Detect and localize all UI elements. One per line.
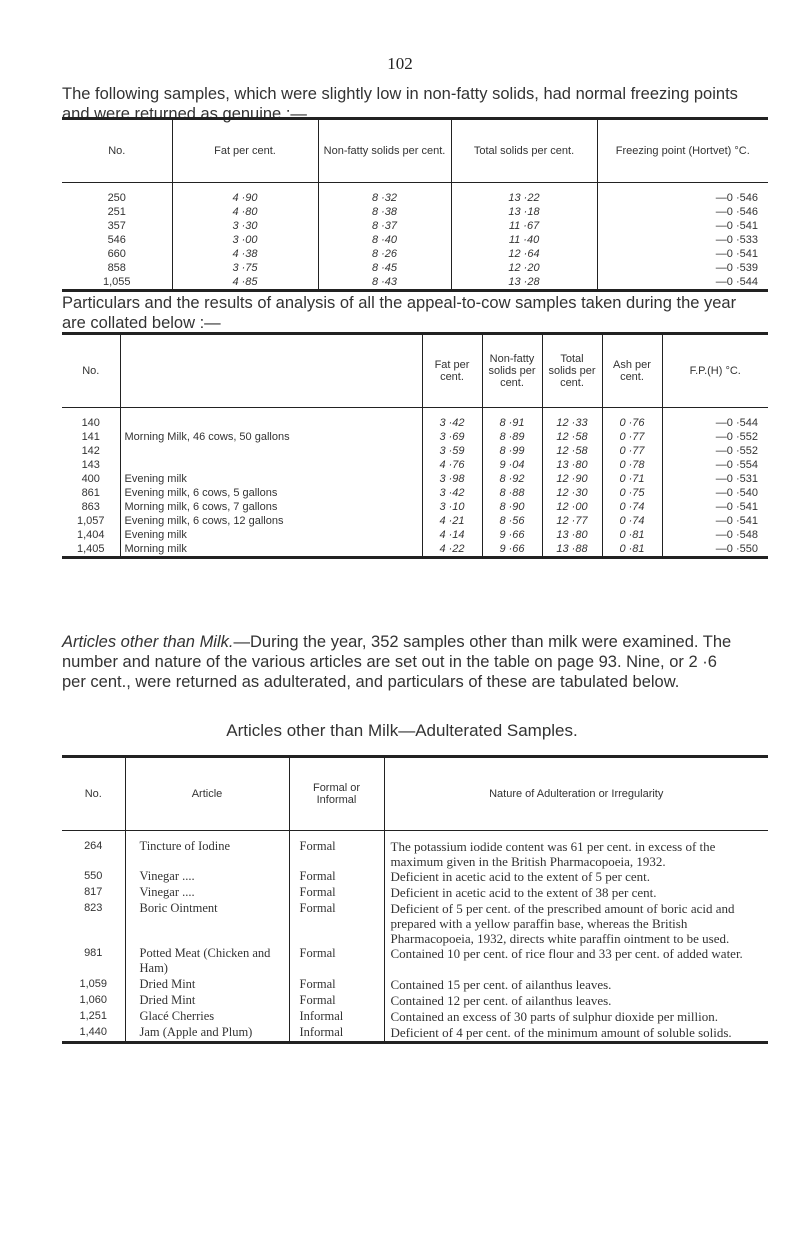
col-header-article: Article — [125, 757, 289, 831]
table-cell: Glacé Cherries — [125, 1009, 289, 1025]
table-cell: 251 — [107, 206, 126, 218]
table-row — [62, 205, 768, 219]
table-cell: Deficient in acetic acid to the extent of 5 per cent. — [384, 869, 768, 885]
col-header-non-fatty: Non-fatty solids per cent. — [482, 334, 542, 408]
table-cell: 546 — [107, 234, 126, 246]
table-cell: 1,055 — [102, 276, 131, 288]
table-row — [62, 444, 768, 458]
table-cell: 550 — [84, 870, 103, 882]
table-cell: Informal — [289, 1009, 384, 1025]
table-row — [62, 528, 768, 542]
table-cell: 143 — [81, 459, 100, 471]
table-cell: 264 — [84, 840, 103, 852]
table-row — [62, 993, 768, 1009]
table-cell — [120, 444, 422, 458]
table-cell: 4 ·80 — [172, 205, 318, 219]
table-cell: Contained 12 per cent. of ailanthus leaves. — [384, 993, 768, 1009]
table-cell: 12 ·20 — [451, 261, 597, 275]
articles-paragraph — [62, 632, 742, 692]
table-cell: 4 ·14 — [422, 528, 482, 542]
table-cell: 12 ·33 — [542, 408, 602, 431]
col-header-fat: Fat per cent. — [172, 119, 318, 183]
table-cell: —0 ·531 — [662, 472, 768, 486]
table-cell: Evening milk — [120, 528, 422, 542]
table-row — [62, 486, 768, 500]
table-cell: —0 ·541 — [662, 500, 768, 514]
col-header-no: No. — [62, 334, 120, 408]
table-cell: 12 ·58 — [542, 430, 602, 444]
table-cell: The potassium iodide content was 61 per cent. in excess of the maximum given in the British Pharmacopoeia, 1932. — [384, 831, 768, 870]
col-header-freezing: Freezing point (Hortvet) °C. — [597, 119, 768, 183]
table-header-row — [62, 334, 768, 408]
table-cell: 1,059 — [79, 978, 108, 990]
table-cell: 0 ·71 — [602, 472, 662, 486]
table-cell: —0 ·554 — [662, 458, 768, 472]
table-cell — [120, 408, 422, 431]
appeal-to-cow-table — [62, 332, 768, 559]
table-cell: 3 ·00 — [172, 233, 318, 247]
articles-text: —During the year, 352 samples other than milk were examined. The number and nature of the various articles are set out in the table on page 93. Nine, or 2 ·6 per cent., were returned as adulterated, and particulars of these are tabulated below. — [62, 633, 732, 691]
table-cell: 9 ·04 — [482, 458, 542, 472]
table-cell: —0 ·546 — [597, 205, 768, 219]
table-cell: Boric Ointment — [125, 901, 289, 946]
table-row — [62, 831, 768, 870]
table-cell: 4 ·85 — [172, 275, 318, 291]
table-row — [62, 261, 768, 275]
table-cell: 357 — [107, 220, 126, 232]
table-cell: 8 ·92 — [482, 472, 542, 486]
table-cell: Evening milk — [120, 472, 422, 486]
table-cell: 12 ·00 — [542, 500, 602, 514]
table-cell: Jam (Apple and Plum) — [125, 1025, 289, 1043]
col-header-fat: Fat per cent. — [422, 334, 482, 408]
col-header-no: No. — [62, 119, 172, 183]
table-cell: 0 ·78 — [602, 458, 662, 472]
table-cell: —0 ·544 — [597, 275, 768, 291]
table-cell: 863 — [81, 501, 100, 513]
col-header-total: Total solids per cent. — [451, 119, 597, 183]
table-cell: 3 ·10 — [422, 500, 482, 514]
table-cell: 8 ·88 — [482, 486, 542, 500]
table-cell: —0 ·533 — [597, 233, 768, 247]
table-row — [62, 946, 768, 977]
col-header-no: No. — [62, 757, 125, 831]
table-cell: 1,405 — [76, 543, 105, 555]
table-cell: 4 ·21 — [422, 514, 482, 528]
table-cell: Morning Milk, 46 cows, 50 gallons — [120, 430, 422, 444]
col-header-nature: Nature of Adulteration or Irregularity — [384, 757, 768, 831]
table-cell: 8 ·90 — [482, 500, 542, 514]
table-row — [62, 458, 768, 472]
table-cell: 13 ·80 — [542, 458, 602, 472]
table-cell: Morning milk — [120, 542, 422, 558]
table-cell: 3 ·75 — [172, 261, 318, 275]
table-cell: 141 — [81, 431, 100, 443]
table-cell: Deficient of 4 per cent. of the minimum amount of soluble solids. — [384, 1025, 768, 1043]
table-cell: Dried Mint — [125, 993, 289, 1009]
table-cell: 1,060 — [79, 994, 108, 1006]
table-row — [62, 233, 768, 247]
table-cell: —0 ·552 — [662, 430, 768, 444]
table3-caption: Articles other than Milk—Adulterated Samples. — [226, 721, 578, 740]
table-cell: 8 ·43 — [318, 275, 451, 291]
table-cell: 13 ·88 — [542, 542, 602, 558]
table-cell: Formal — [289, 901, 384, 946]
table-cell: Formal — [289, 946, 384, 977]
table-cell: 4 ·76 — [422, 458, 482, 472]
table-cell: 140 — [81, 417, 100, 429]
adulterated-samples-table — [62, 755, 768, 1044]
table-row — [62, 1025, 768, 1043]
table-row — [62, 219, 768, 233]
table-cell: Contained 10 per cent. of rice flour and 33 per cent. of added water. — [384, 946, 768, 977]
table-cell: 4 ·38 — [172, 247, 318, 261]
table-cell: 660 — [107, 248, 126, 260]
table-cell: Deficient of 5 per cent. of the prescribed amount of boric acid and prepared with a yellow paraffin base, whereas the British Pharmacopoeia, 1932, directs white paraffin ointment to be used. — [384, 901, 768, 946]
table-cell: 12 ·30 — [542, 486, 602, 500]
table-cell: 3 ·69 — [422, 430, 482, 444]
table-cell: 13 ·80 — [542, 528, 602, 542]
table-cell: Formal — [289, 869, 384, 885]
table-cell: 250 — [107, 192, 126, 204]
intro-paragraph-2 — [62, 293, 742, 333]
table-cell: 861 — [81, 487, 100, 499]
table-cell: Informal — [289, 1025, 384, 1043]
table-row — [62, 183, 768, 206]
table-header-row — [62, 119, 768, 183]
table-cell: 0 ·81 — [602, 528, 662, 542]
table-row — [62, 542, 768, 558]
table-row — [62, 901, 768, 946]
page-number: 102 — [387, 54, 413, 73]
col-header-particulars — [120, 334, 422, 408]
table-cell: 8 ·89 — [482, 430, 542, 444]
table-cell: —0 ·541 — [597, 219, 768, 233]
table-cell: 0 ·74 — [602, 500, 662, 514]
table-cell: —0 ·541 — [662, 514, 768, 528]
table-row — [62, 977, 768, 993]
table-cell: 0 ·76 — [602, 408, 662, 431]
table-cell: 3 ·30 — [172, 219, 318, 233]
table-cell: 981 — [84, 947, 103, 959]
table-cell: 4 ·22 — [422, 542, 482, 558]
table-cell: 11 ·40 — [451, 233, 597, 247]
table-cell: 8 ·37 — [318, 219, 451, 233]
table-cell: —0 ·546 — [597, 183, 768, 206]
table-cell: 8 ·32 — [318, 183, 451, 206]
table-row — [62, 885, 768, 901]
table-cell: Contained 15 per cent. of ailanthus leaves. — [384, 977, 768, 993]
table-cell: 3 ·42 — [422, 408, 482, 431]
table-cell: 9 ·66 — [482, 542, 542, 558]
table-cell: 0 ·75 — [602, 486, 662, 500]
table-cell: 12 ·58 — [542, 444, 602, 458]
table-cell: —0 ·540 — [662, 486, 768, 500]
table-cell — [120, 458, 422, 472]
table-cell: 817 — [84, 886, 103, 898]
table-cell: 1,404 — [76, 529, 105, 541]
table-cell: Tincture of Iodine — [125, 831, 289, 870]
table-cell: Formal — [289, 885, 384, 901]
table-cell: 8 ·45 — [318, 261, 451, 275]
table-cell: —0 ·539 — [597, 261, 768, 275]
table-cell: Formal — [289, 993, 384, 1009]
table-cell: 12 ·77 — [542, 514, 602, 528]
table-row — [62, 500, 768, 514]
table-cell: 1,251 — [79, 1010, 108, 1022]
table-cell: —0 ·544 — [662, 408, 768, 431]
table-cell: Formal — [289, 977, 384, 993]
table-cell: 13 ·28 — [451, 275, 597, 291]
table-row — [62, 408, 768, 431]
table-cell: Morning milk, 6 cows, 7 gallons — [120, 500, 422, 514]
table-cell: Potted Meat (Chicken and Ham) — [125, 946, 289, 977]
table-cell: 142 — [81, 445, 100, 457]
table-header-row — [62, 757, 768, 831]
table-cell: 0 ·74 — [602, 514, 662, 528]
table-cell: 8 ·26 — [318, 247, 451, 261]
table-cell: 3 ·42 — [422, 486, 482, 500]
table-cell: 4 ·90 — [172, 183, 318, 206]
table-cell: Dried Mint — [125, 977, 289, 993]
table-row — [62, 869, 768, 885]
table-cell: 858 — [107, 262, 126, 274]
table-cell: —0 ·552 — [662, 444, 768, 458]
table-cell: Contained an excess of 30 parts of sulphur dioxide per million. — [384, 1009, 768, 1025]
table-cell: 13 ·22 — [451, 183, 597, 206]
table-row — [62, 472, 768, 486]
table-cell: 0 ·77 — [602, 430, 662, 444]
intro-text-2: Particulars and the results of analysis of all the appeal-to-cow samples taken during the year are collated below :— — [62, 294, 737, 332]
table-cell: 1,440 — [79, 1026, 108, 1038]
table-row — [62, 247, 768, 261]
table-cell: 9 ·66 — [482, 528, 542, 542]
intro-text-1: The following samples, which were slightly low in non-fatty solids, had normal freezing points and were returned as genuine :— — [62, 85, 738, 123]
table-row — [62, 514, 768, 528]
table-row — [62, 1009, 768, 1025]
table-cell: 8 ·99 — [482, 444, 542, 458]
table-cell: 3 ·98 — [422, 472, 482, 486]
table-cell: 823 — [84, 902, 103, 914]
col-header-total: Total solids per cent. — [542, 334, 602, 408]
table-cell: 1,057 — [76, 515, 105, 527]
table-cell: —0 ·550 — [662, 542, 768, 558]
table-cell: 8 ·40 — [318, 233, 451, 247]
col-header-fp: F.P.(H) °C. — [662, 334, 768, 408]
table-cell: —0 ·541 — [597, 247, 768, 261]
table-cell: 13 ·18 — [451, 205, 597, 219]
table-row — [62, 275, 768, 291]
table-cell: 12 ·90 — [542, 472, 602, 486]
table-cell: Vinegar .... — [125, 869, 289, 885]
table-cell: 8 ·38 — [318, 205, 451, 219]
table-cell: Vinegar .... — [125, 885, 289, 901]
table-row — [62, 430, 768, 444]
table-cell: Evening milk, 6 cows, 12 gallons — [120, 514, 422, 528]
table-cell: —0 ·548 — [662, 528, 768, 542]
table-cell: Evening milk, 6 cows, 5 gallons — [120, 486, 422, 500]
table-cell: 400 — [81, 473, 100, 485]
freezing-point-table — [62, 117, 768, 292]
col-header-formal: Formal or Informal — [289, 757, 384, 831]
table-cell: 11 ·67 — [451, 219, 597, 233]
col-header-ash: Ash per cent. — [602, 334, 662, 408]
articles-heading: Articles other than Milk. — [62, 633, 234, 651]
col-header-non-fatty: Non-fatty solids per cent. — [318, 119, 451, 183]
table-cell: 0 ·77 — [602, 444, 662, 458]
table-cell: 8 ·56 — [482, 514, 542, 528]
table-cell: 3 ·59 — [422, 444, 482, 458]
table-cell: 8 ·91 — [482, 408, 542, 431]
table-cell: Formal — [289, 831, 384, 870]
table-cell: Deficient in acetic acid to the extent of 38 per cent. — [384, 885, 768, 901]
table-cell: 0 ·81 — [602, 542, 662, 558]
table-cell: 12 ·64 — [451, 247, 597, 261]
